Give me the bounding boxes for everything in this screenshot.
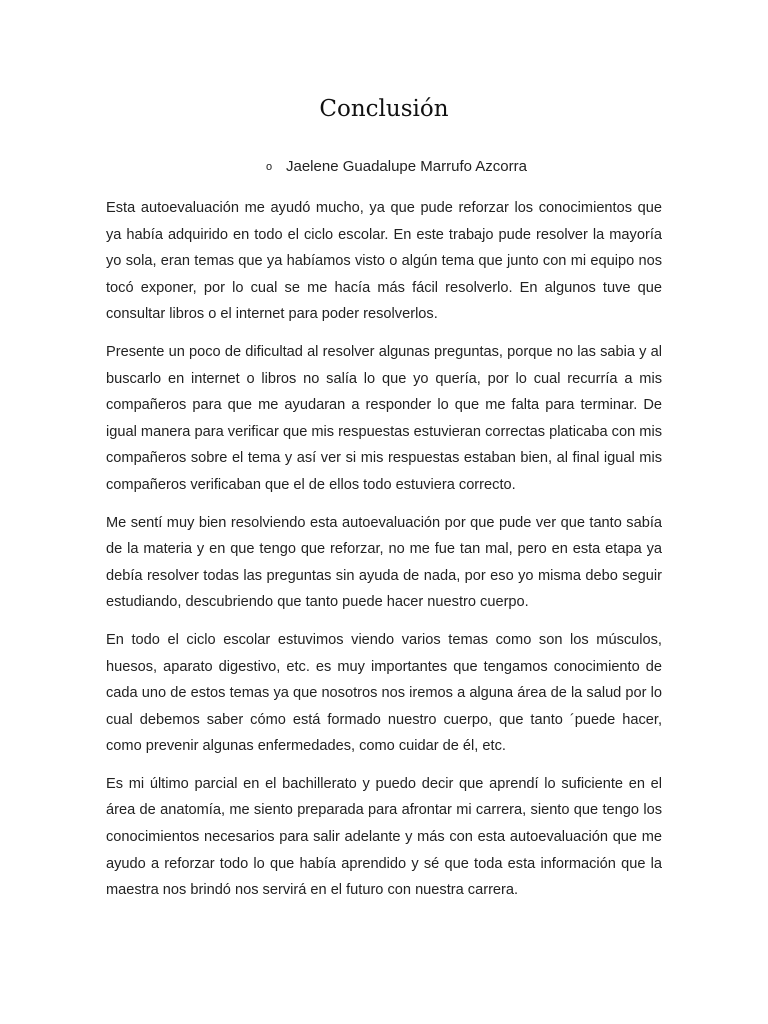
list-bullet: o xyxy=(266,161,273,173)
paragraph-5: Es mi último parcial en el bachillerato y puedo decir que aprendí lo suficiente en el área de anatomía, me siento preparada para afrontar mi carrera, siento que tengo los conocimientos necesarios para salir adelante y más con esta autoevaluación que me ayudo a reforzar todo lo que había aprendido y sé que toda esta información que la maestra nos brindó nos servirá en el futuro con nuestra carrera. xyxy=(106,775,662,899)
author-name: Jaelene Guadalupe Marrufo Azcorra xyxy=(286,158,527,175)
paragraph-3: Me sentí muy bien resolviendo esta autoevaluación por que pude ver que tanto sabía de la materia y en que tengo que reforzar, no me fue tan mal, pero en esta etapa ya debía resolver todas las preguntas sin ayuda de nada, por eso yo misma debo seguir estudiando, descubriendo que tanto puede hacer nuestro cuerpo. xyxy=(106,514,662,611)
author-line xyxy=(266,158,527,175)
paragraph-1: Esta autoevaluación me ayudó mucho, ya que pude reforzar los conocimientos que ya había adquirido en todo el ciclo escolar. En este trabajo pude resolver la mayoría yo sola, eran temas que ya habíamos visto o algún tema que junto con mi equipo nos tocó exponer, por lo cual se me hacía más fácil resolverlo. En algunos tuve que consultar libros o el internet para poder resolverlos. xyxy=(106,200,662,323)
page-title: Conclusión xyxy=(319,96,449,122)
paragraph-2: Presente un poco de dificultad al resolver algunas preguntas, porque no las sabia y al buscarlo en internet o libros no salía lo que yo quería, por lo cual recurría a mis compañeros para que me ayudaran a responder lo que me falta para terminar. De igual manera para verificar que mis respuestas estuvieran correctas platicaba con mis compañeros sobre el tema y así ver si mis respuestas estaban bien, al final igual mis compañeros verificaban que el de ellos todo estuviera correcto. xyxy=(106,343,662,493)
body-text xyxy=(106,195,662,915)
paragraph-4: En todo el ciclo escolar estuvimos viendo varios temas como son los músculos, huesos, aparato digestivo, etc. es muy importantes que tengamos conocimiento de cada uno de estos temas ya que nosotros nos iremos a alguna área de la salud por lo cual debemos saber cómo está formado nuestro cuerpo, que tanto ´puede hacer, como prevenir algunas enfermedades, como cuidar de él, etc. xyxy=(106,631,662,755)
